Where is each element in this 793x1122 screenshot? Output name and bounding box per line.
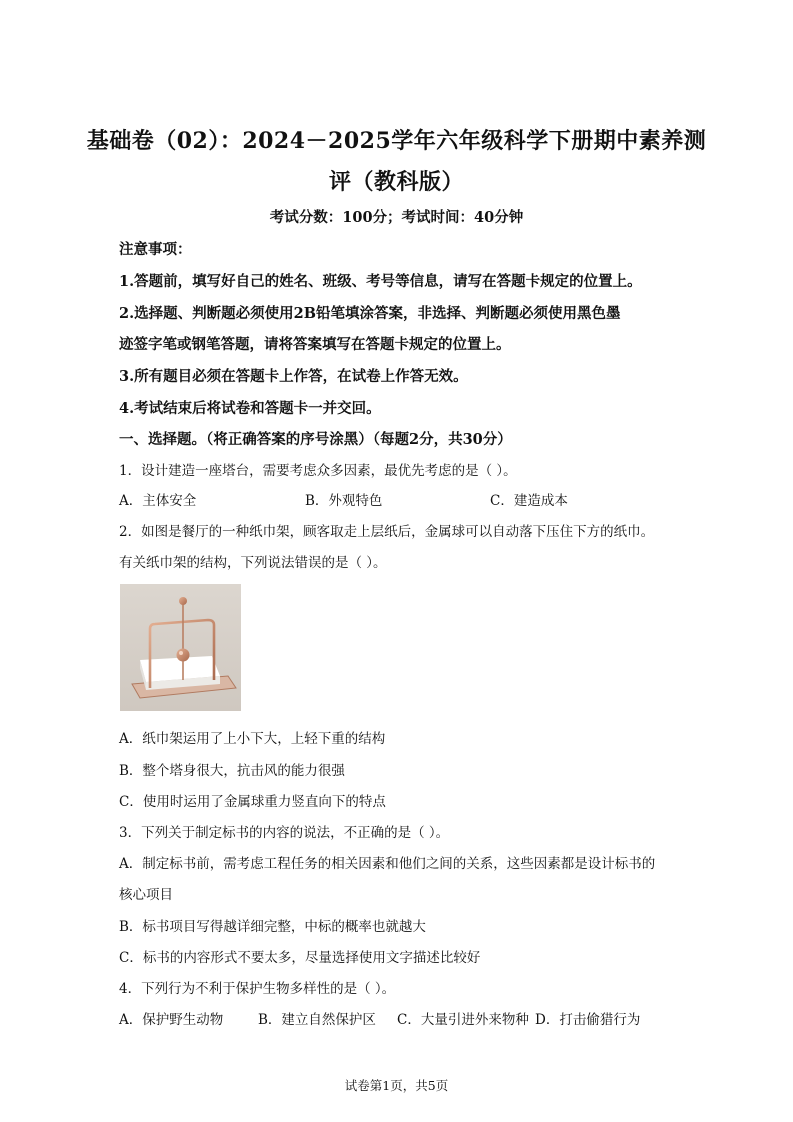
note-item: 2.选择题、判断题必须使用2B铅笔填涂答案，非选择、判断题必须使用黑色墨	[119, 305, 621, 322]
question-4-option-c: C．大量引进外来物种	[397, 1012, 529, 1028]
question-1-option-c: C．建造成本	[490, 493, 568, 509]
question-1-option-b: B．外观特色	[305, 493, 383, 509]
note-item: 4.考试结束后将试卷和答题卡一并交回。	[119, 400, 381, 417]
question-4-option-d: D．打击偷猎行为	[535, 1012, 641, 1028]
question-4-stem: 4．下列行为不利于保护生物多样性的是（ ）。	[119, 981, 396, 997]
question-2-option-b: B．整个塔身很大，抗击风的能力很强	[119, 763, 345, 779]
page-title-line2: 评（教科版）	[328, 169, 464, 195]
question-2-stem-line1: 2．如图是餐厅的一种纸巾架，顾客取走上层纸后，金属球可以自动落下压住下方的纸巾。	[119, 524, 655, 540]
napkin-holder-photo	[120, 584, 241, 711]
note-item: 1.答题前，填写好自己的姓名、班级、考号等信息，请写在答题卡规定的位置上。	[119, 273, 642, 290]
section-heading: 一、选择题。（将正确答案的序号涂黑）（每题2分，共30分）	[119, 431, 512, 448]
question-4-option-b: B．建立自然保护区	[258, 1012, 376, 1028]
question-2-option-a: A．纸巾架运用了上小下大，上轻下重的结构	[119, 731, 386, 747]
question-3-option-a-cont: 核心项目	[119, 887, 173, 903]
question-3-stem: 3．下列关于制定标书的内容的说法，不正确的是（ ）。	[119, 825, 450, 841]
question-3-option-a: A．制定标书前，需考虑工程任务的相关因素和他们之间的关系，这些因素都是设计标书的	[119, 856, 656, 872]
question-3-option-c: C．标书的内容形式不要太多，尽量选择使用文字描述比较好	[119, 950, 481, 966]
question-2-option-c: C．使用时运用了金属球重力竖直向下的特点	[119, 794, 386, 810]
note-item: 迹签字笔或钢笔答题，请将答案填写在答题卡规定的位置上。	[119, 336, 511, 353]
question-3-option-b: B．标书项目写得越详细完整，中标的概率也就越大	[119, 919, 426, 935]
page-title-line1: 基础卷（02）：2024－2025学年六年级科学下册期中素养测	[86, 128, 707, 154]
question-1-option-a: A．主体安全	[119, 493, 197, 509]
question-1-stem: 1．设计建造一座塔台，需要考虑众多因素，最优先考虑的是（ ）。	[119, 463, 517, 479]
page-footer: 试卷第1页，共5页	[344, 1078, 449, 1093]
exam-info: 考试分数：100分；考试时间：40分钟	[269, 209, 524, 226]
notes-heading: 注意事项：	[119, 241, 192, 258]
question-2-stem-line2: 有关纸巾架的结构，下列说法错误的是（ ）。	[119, 555, 387, 571]
question-4-option-a: A．保护野生动物	[119, 1012, 224, 1028]
note-item: 3.所有题目必须在答题卡上作答，在试卷上作答无效。	[119, 368, 468, 385]
